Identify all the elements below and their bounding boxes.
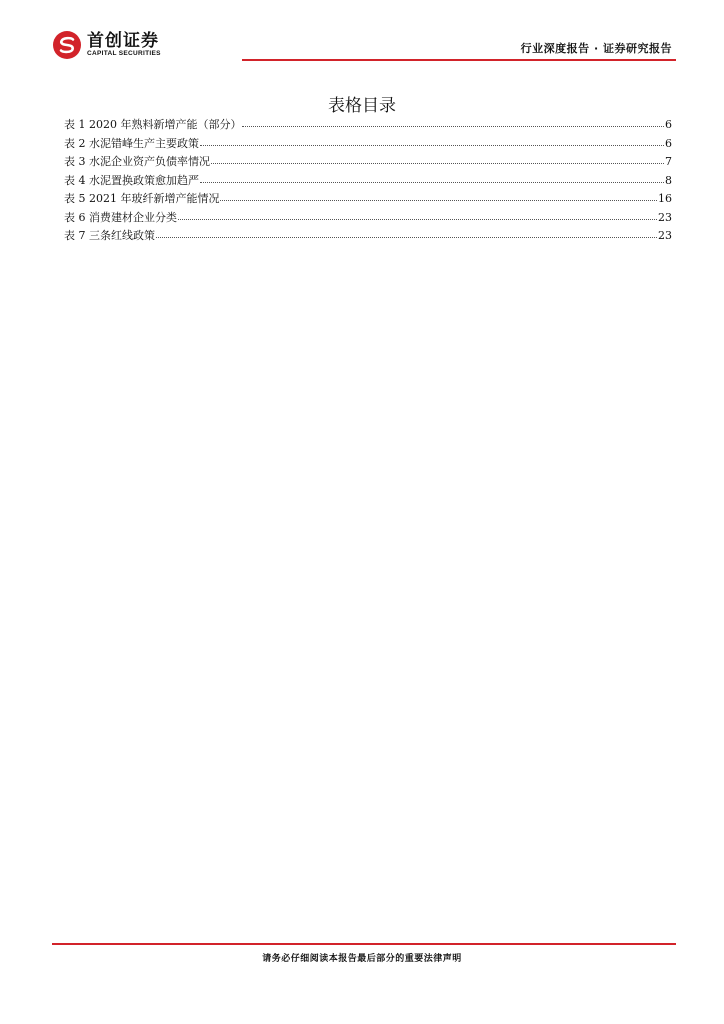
toc-entry-page: 16 (658, 192, 672, 205)
logo-chinese-name: 首创证券 (87, 31, 159, 51)
page-header (52, 28, 676, 62)
company-logo (52, 30, 161, 60)
toc-leader-dots (200, 172, 664, 184)
footer-divider (52, 943, 676, 945)
toc-entry-label: 表 3 水泥企业资产负债率情况 (64, 155, 210, 168)
toc-entry-page: 8 (665, 173, 672, 187)
legal-disclaimer-notice: 请务必仔细阅读本报告最后部分的重要法律声明 (262, 954, 462, 964)
report-type-label: 行业深度报告 · 证券研究报告 (520, 42, 672, 55)
toc-leader-dots (242, 116, 664, 128)
toc-entry-page: 6 (665, 118, 672, 131)
toc-entry-label: 表 1 2020 年熟料新增产能（部分） (64, 118, 242, 131)
toc-entry[interactable] (64, 116, 672, 135)
toc-entry-label: 表 4 水泥置换政策愈加趋严 (64, 173, 199, 187)
toc-entry[interactable] (64, 209, 672, 228)
toc-entry[interactable] (64, 153, 672, 172)
capital-securities-logo-icon (52, 30, 82, 60)
toc-entry[interactable] (64, 172, 672, 191)
toc-entry-label: 表 2 水泥错峰生产主要政策 (64, 136, 199, 150)
toc-entry[interactable] (64, 227, 672, 246)
toc-entry-label: 表 7 三条红线政策 (64, 229, 155, 242)
toc-entry[interactable] (64, 135, 672, 154)
toc-leader-dots (211, 153, 664, 165)
toc-leader-dots (200, 135, 664, 147)
toc-entry-label: 表 6 消费建材企业分类 (64, 210, 177, 224)
toc-entry-label: 表 5 2021 年玻纤新增产能情况 (64, 192, 220, 205)
toc-title: 表格目录 (328, 96, 396, 116)
logo-english-name: CAPITAL SECURITIES (87, 50, 161, 57)
toc-leader-dots (220, 190, 657, 202)
header-divider (242, 59, 676, 61)
toc-leader-dots (178, 209, 657, 221)
toc-entry-page: 7 (665, 155, 672, 168)
toc-entry-page: 23 (658, 229, 672, 242)
toc-entry[interactable] (64, 190, 672, 209)
table-of-tables (64, 116, 672, 246)
toc-leader-dots (156, 227, 657, 239)
toc-entry-page: 23 (658, 210, 672, 224)
toc-entry-page: 6 (665, 136, 672, 150)
